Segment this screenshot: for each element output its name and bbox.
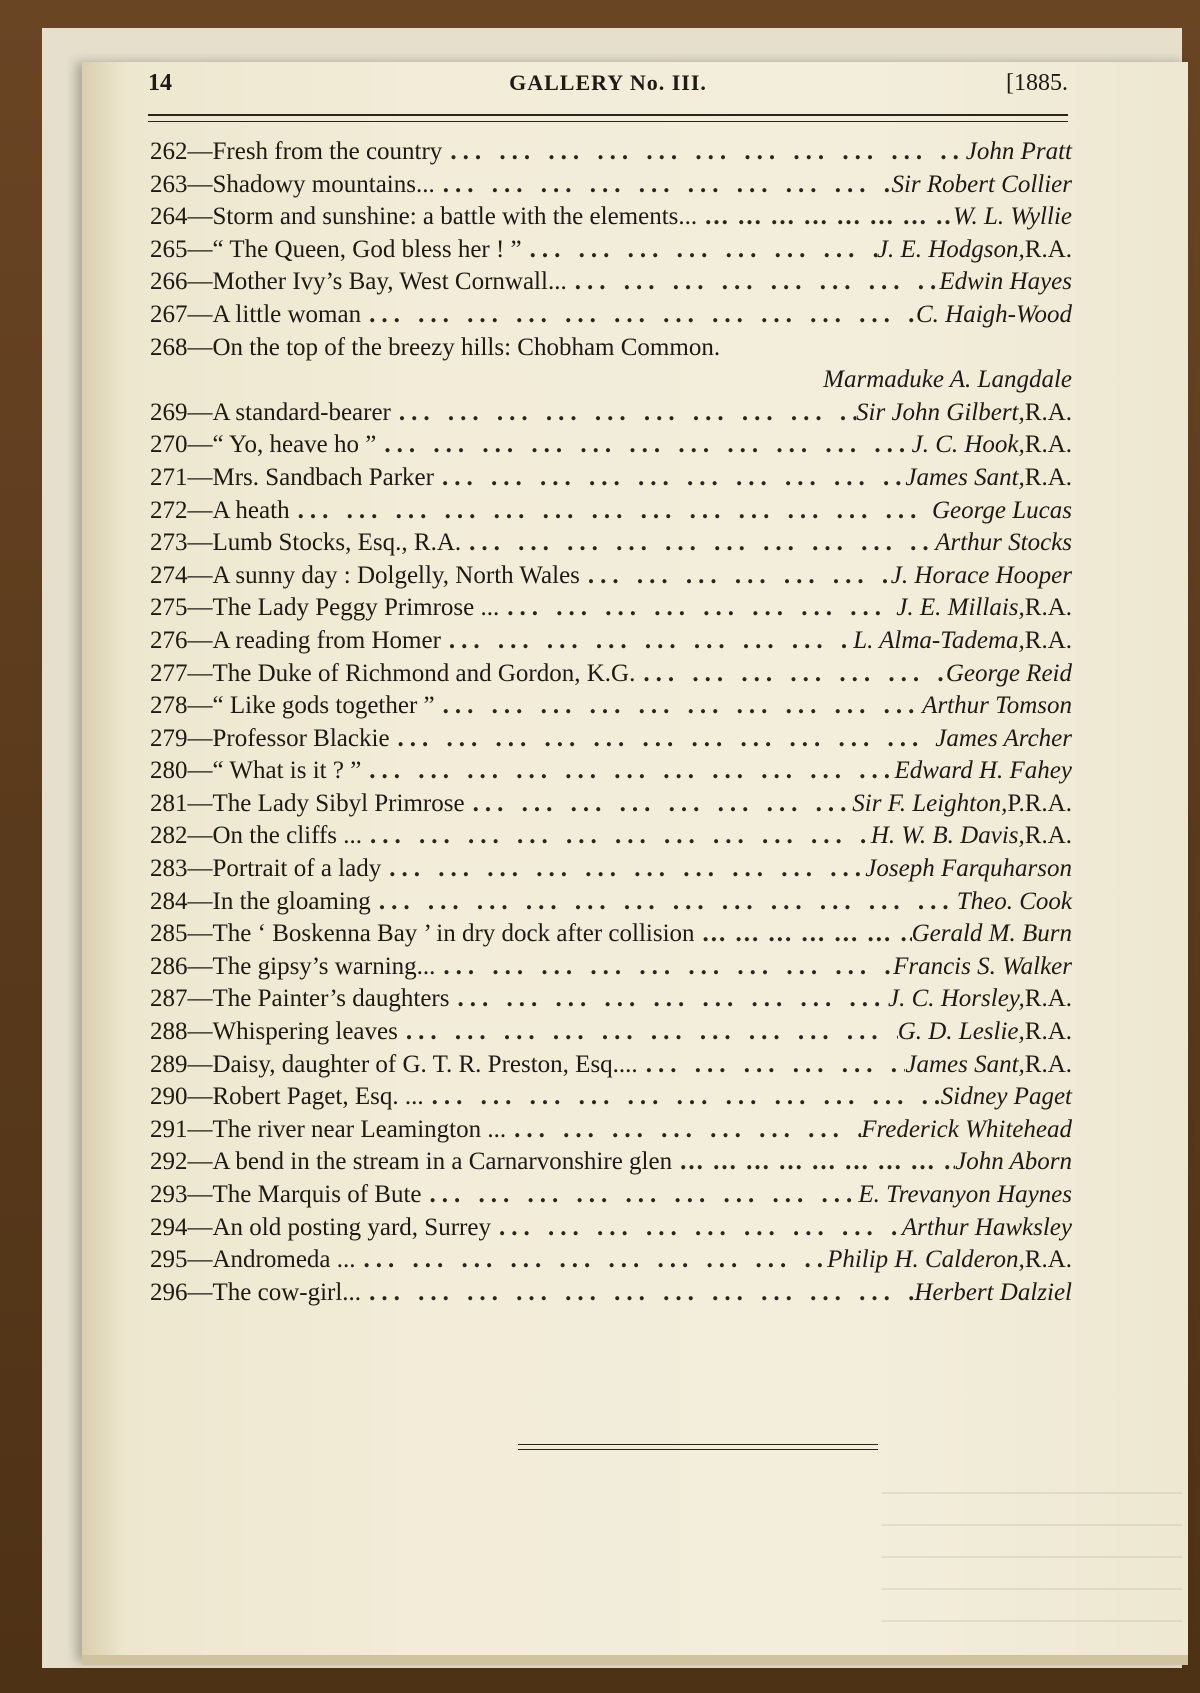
- catalogue-entry: [150, 690, 1072, 723]
- entry-artist: John Pratt: [965, 138, 1072, 165]
- entry-dash: —: [187, 1050, 213, 1078]
- leader-dots: [361, 755, 894, 788]
- leader-dots: [362, 820, 871, 853]
- entry-number: 262: [150, 138, 188, 165]
- entry-honour: R.A.: [1024, 1050, 1072, 1078]
- leader-dots: [491, 1212, 902, 1245]
- entry-number: 295: [150, 1246, 188, 1274]
- entry-dash: —: [187, 398, 213, 426]
- leader-dots: [435, 951, 893, 984]
- leader-dots: [461, 527, 935, 560]
- entry-number: 269: [150, 398, 188, 426]
- entry-title: Shadowy mountains...: [212, 170, 435, 198]
- entry-number: 272: [150, 496, 188, 524]
- catalogue-entry: [150, 1049, 1072, 1082]
- year-label: [1885.: [1006, 70, 1068, 96]
- leader-dots: [506, 1114, 861, 1147]
- catalogue-entry: [150, 169, 1072, 202]
- entry-title: “ Yo, heave ho ”: [212, 431, 377, 459]
- entry-dash: —: [187, 1148, 213, 1176]
- entry-title: The Lady Peggy Primrose ...: [212, 594, 500, 622]
- entry-artist: Sir John Gilbert,: [856, 398, 1025, 426]
- entry-honour: R.A.: [1024, 235, 1072, 263]
- catalogue-entry: [150, 788, 1072, 821]
- leader-dots: [442, 136, 965, 169]
- entry-title: Mrs. Sandbach Parker: [212, 463, 434, 491]
- entry-dash: —: [187, 561, 213, 589]
- entry-title: On the top of the breezy hills: Chobham Common.: [212, 333, 721, 361]
- leader-dots: [434, 462, 905, 495]
- entry-number: 294: [150, 1213, 188, 1241]
- entry-artist: Sidney Paget: [940, 1083, 1072, 1111]
- entry-number: 268: [150, 333, 188, 361]
- catalogue-entry: [150, 755, 1072, 788]
- entry-artist: James Sant,: [905, 1050, 1025, 1078]
- entry-number: 271: [150, 463, 188, 491]
- entry-artist: J. E. Millais,: [896, 594, 1025, 622]
- catalogue-entry: [150, 625, 1072, 658]
- leader-dots: [424, 1081, 941, 1114]
- entry-dash: —: [187, 300, 213, 328]
- entry-artist: Arthur Hawksley: [901, 1213, 1072, 1241]
- entry-artist: Theo. Cook: [956, 887, 1072, 915]
- leader-dots: [672, 1146, 955, 1179]
- entry-dash: —: [187, 1181, 213, 1208]
- catalogue-entry: [150, 853, 1072, 886]
- leader-dots: [290, 495, 932, 528]
- entry-title: The Painter’s daughters: [212, 985, 450, 1013]
- entry-dash: —: [187, 822, 213, 850]
- entry-dash: —: [187, 1213, 213, 1241]
- entry-artist: E. Trevanyon Haynes: [858, 1181, 1072, 1208]
- catalogue-entry: [150, 397, 1072, 430]
- header-rule: [148, 114, 1068, 122]
- entry-honour: R.A.: [1024, 463, 1072, 491]
- entry-artist: George Lucas: [931, 496, 1072, 524]
- entry-honour: R.A.: [1024, 1246, 1072, 1274]
- entry-title: On the cliffs ...: [212, 822, 363, 850]
- entry-number: 265: [150, 235, 188, 263]
- catalogue-entry: [150, 527, 1072, 560]
- entry-artist: Marmaduke A. Langdale: [823, 366, 1072, 394]
- leader-dots: [390, 723, 936, 756]
- entry-dash: —: [187, 626, 213, 654]
- entry-artist: J. E. Hodgson,: [876, 235, 1025, 263]
- catalogue-entry: [150, 1146, 1072, 1179]
- entry-number: 293: [150, 1181, 188, 1208]
- catalogue-entry: [150, 266, 1072, 299]
- entry-title: Professor Blackie: [212, 724, 390, 752]
- entry-number: 296: [150, 1278, 188, 1306]
- catalogue-entry: [150, 560, 1072, 593]
- leader-dots: [697, 201, 953, 234]
- entry-artist: W. L. Wyllie: [953, 203, 1072, 231]
- entry-dash: —: [187, 1115, 213, 1143]
- entry-artist: James Archer: [935, 724, 1072, 752]
- entry-artist: J. C. Hook,: [911, 431, 1025, 459]
- catalogue-entry: [150, 658, 1072, 691]
- entry-artist: Francis S. Walker: [893, 952, 1072, 980]
- leader-dots: [695, 918, 912, 951]
- leader-dots: [522, 234, 877, 267]
- entry-number: 291: [150, 1115, 188, 1143]
- catalogue-entry: [150, 820, 1072, 853]
- entry-dash: —: [187, 757, 213, 785]
- entry-artist: Arthur Tomson: [922, 692, 1072, 720]
- entry-title: A heath: [212, 496, 290, 524]
- catalogue-entry: [150, 918, 1072, 951]
- leader-dots: [441, 625, 853, 658]
- entry-number: 270: [150, 431, 188, 459]
- entry-number: 281: [150, 789, 188, 817]
- entry-title: A standard-bearer: [212, 398, 391, 426]
- entry-title: “ What is it ? ”: [212, 757, 362, 785]
- entry-dash: —: [187, 692, 213, 720]
- entry-dash: —: [187, 333, 213, 361]
- catalogue-entry: [150, 1277, 1072, 1310]
- entry-dash: —: [187, 431, 213, 459]
- entry-title: Storm and sunshine: a battle with the elements...: [212, 203, 698, 231]
- leader-dots: [465, 788, 853, 821]
- entry-honour: R.A.: [1024, 1018, 1072, 1046]
- entry-number: 286: [150, 952, 188, 980]
- entry-honour: R.A.: [1024, 626, 1072, 654]
- entry-number: 275: [150, 594, 188, 622]
- entry-artist: H. W. B. Davis,: [870, 822, 1025, 850]
- entry-dash: —: [187, 1246, 213, 1274]
- leader-dots: [361, 299, 916, 332]
- entry-title: The river near Leamington ...: [212, 1115, 507, 1143]
- entry-title: “ The Queen, God bless her ! ”: [212, 235, 522, 263]
- entry-number: 288: [150, 1018, 188, 1046]
- page-edge: [82, 1655, 1188, 1665]
- entry-honour: R.A.: [1024, 594, 1072, 622]
- leader-dots: [356, 1244, 828, 1277]
- entry-number: 267: [150, 300, 188, 328]
- entry-dash: —: [187, 496, 213, 524]
- catalogue-entry: [150, 234, 1072, 267]
- catalogue-entry: [150, 951, 1072, 984]
- entry-title: The ‘ Boskenna Bay ’ in dry dock after collision: [212, 920, 695, 948]
- entry-artist: Edwin Hayes: [939, 268, 1072, 296]
- entry-title: The gipsy’s warning...: [212, 952, 436, 980]
- entry-number: 280: [150, 757, 188, 785]
- entry-title: Lumb Stocks, Esq., R.A.: [212, 529, 462, 557]
- entry-artist: Philip H. Calderon,: [827, 1246, 1025, 1274]
- entry-artist: George Reid: [945, 659, 1072, 687]
- catalogue-entry: [150, 1212, 1072, 1245]
- entry-dash: —: [187, 529, 213, 557]
- leader-dots: [635, 658, 946, 691]
- footer-rule: [518, 1444, 878, 1450]
- entry-title: “ Like gods together ”: [212, 692, 435, 720]
- entry-number: 285: [150, 920, 188, 948]
- entry-number: 277: [150, 659, 188, 687]
- entry-title: Mother Ivy’s Bay, West Cornwall...: [212, 268, 567, 296]
- leader-dots: [435, 690, 923, 723]
- entry-title: A little woman: [212, 300, 362, 328]
- entry-dash: —: [187, 659, 213, 687]
- leader-dots: [638, 1049, 906, 1082]
- entry-dash: —: [187, 268, 213, 296]
- catalogue-entry: [150, 1114, 1072, 1147]
- entry-title: A bend in the stream in a Carnarvonshire glen: [212, 1148, 673, 1176]
- entry-artist: J. C. Horsley,: [887, 985, 1025, 1013]
- entry-artist: J. Horace Hooper: [890, 561, 1072, 589]
- entry-title: Fresh from the country: [212, 138, 443, 165]
- leader-dots: [580, 560, 891, 593]
- leader-dots: [398, 1016, 898, 1049]
- entry-artist: C. Haigh-Wood: [915, 300, 1072, 328]
- leader-dots: [499, 592, 896, 625]
- catalogue-entry: [150, 886, 1072, 919]
- entry-title: The Marquis of Bute: [212, 1181, 422, 1208]
- entry-dash: —: [187, 985, 213, 1013]
- leader-dots: [567, 266, 940, 299]
- entry-number: 287: [150, 985, 188, 1013]
- entry-dash: —: [187, 463, 213, 491]
- entry-title: Whispering leaves: [212, 1018, 398, 1046]
- entry-number: 264: [150, 203, 188, 231]
- entry-artist: G. D. Leslie,: [897, 1018, 1025, 1046]
- entry-dash: —: [187, 1018, 213, 1046]
- entry-dash: —: [187, 855, 213, 883]
- entry-number: 278: [150, 692, 188, 720]
- catalogue-entry: [150, 1244, 1072, 1277]
- entry-title: A reading from Homer: [212, 626, 441, 654]
- entry-number: 266: [150, 268, 188, 296]
- show-through: [882, 1492, 1182, 1642]
- entry-number: 292: [150, 1148, 188, 1176]
- entry-dash: —: [187, 1278, 213, 1306]
- catalogue-entry: [150, 462, 1072, 495]
- entry-artist: John Aborn: [955, 1148, 1072, 1176]
- entry-number: 284: [150, 887, 188, 915]
- catalogue-entry: [150, 1179, 1072, 1212]
- entry-title: A sunny day : Dolgelly, North Wales: [212, 561, 580, 589]
- entry-number: 279: [150, 724, 188, 752]
- entry-number: 283: [150, 855, 188, 883]
- entry-honour: R.A.: [1024, 398, 1072, 426]
- entry-dash: —: [187, 887, 213, 915]
- catalogue-entries: [150, 136, 1072, 1309]
- entry-dash: —: [187, 952, 213, 980]
- entry-artist: Sir Robert Collier: [891, 170, 1072, 198]
- entry-title: Andromeda ...: [212, 1246, 356, 1274]
- entry-honour: R.A.: [1024, 431, 1072, 459]
- catalogue-entry: [150, 136, 1072, 169]
- leader-dots: [449, 983, 887, 1016]
- entry-number: 290: [150, 1083, 188, 1111]
- catalogue-entry: [150, 495, 1072, 528]
- entry-title: The cow-girl...: [212, 1278, 362, 1306]
- entry-dash: —: [187, 170, 213, 198]
- entry-number: 282: [150, 822, 188, 850]
- catalogue-entry: [150, 429, 1072, 462]
- entry-artist: Gerald M. Burn: [911, 920, 1072, 948]
- entry-honour: R.A.: [1024, 985, 1072, 1013]
- entry-artist: Herbert Dalziel: [914, 1278, 1072, 1306]
- entry-title: The Lady Sibyl Primrose: [212, 789, 465, 817]
- catalogue-entry: [150, 592, 1072, 625]
- entry-dash: —: [187, 724, 213, 752]
- leader-dots: [435, 169, 892, 202]
- entry-dash: —: [187, 235, 213, 263]
- entry-title: Daisy, daughter of G. T. R. Preston, Esq....: [212, 1050, 638, 1078]
- catalogue-entry: [150, 723, 1072, 756]
- entry-title: Portrait of a lady: [212, 855, 382, 883]
- leader-dots: [361, 1277, 914, 1310]
- entry-honour: R.A.: [1024, 822, 1072, 850]
- entry-artist: L. Alma-Tadema,: [853, 626, 1025, 654]
- leader-dots: [391, 397, 856, 430]
- leader-dots: [421, 1179, 858, 1212]
- entry-title: In the gloaming: [212, 887, 371, 915]
- entry-dash: —: [187, 594, 213, 622]
- entry-artist: James Sant,: [905, 463, 1025, 491]
- entry-number: 276: [150, 626, 188, 654]
- catalogue-entry: [150, 1016, 1072, 1049]
- entry-title: The Duke of Richmond and Gordon, K.G.: [212, 659, 636, 687]
- catalogue-entry: [150, 201, 1072, 234]
- catalogue-entry: [150, 983, 1072, 1016]
- entry-number: 263: [150, 170, 188, 198]
- leader-dots: [371, 886, 957, 919]
- entry-artist: Frederick Whitehead: [861, 1115, 1072, 1143]
- catalogue-entry: [150, 299, 1072, 332]
- entry-artist: Arthur Stocks: [935, 529, 1072, 557]
- entry-artist: Joseph Farquharson: [865, 855, 1072, 883]
- page-number: 14: [148, 70, 172, 96]
- entry-number: 289: [150, 1050, 188, 1078]
- entry-number: 274: [150, 561, 188, 589]
- entry-dash: —: [187, 203, 213, 231]
- entry-honour: P.R.A.: [1007, 789, 1072, 817]
- entry-number: 273: [150, 529, 188, 557]
- running-title: GALLERY No. III.: [509, 70, 707, 95]
- entry-artist: Sir F. Leighton,: [852, 789, 1008, 817]
- entry-title: An old posting yard, Surrey: [212, 1213, 491, 1241]
- entry-dash: —: [187, 789, 213, 817]
- leader-dots: [376, 429, 911, 462]
- catalogue-entry: [150, 1081, 1072, 1114]
- leader-dots: [381, 853, 865, 886]
- entry-artist: Edward H. Fahey: [894, 757, 1072, 785]
- page-header: [148, 70, 1068, 110]
- entry-dash: —: [187, 920, 213, 948]
- entry-dash: —: [187, 138, 213, 165]
- catalogue-entry: [150, 332, 1072, 365]
- entry-dash: —: [187, 1083, 213, 1111]
- entry-title: Robert Paget, Esq. ...: [212, 1083, 424, 1111]
